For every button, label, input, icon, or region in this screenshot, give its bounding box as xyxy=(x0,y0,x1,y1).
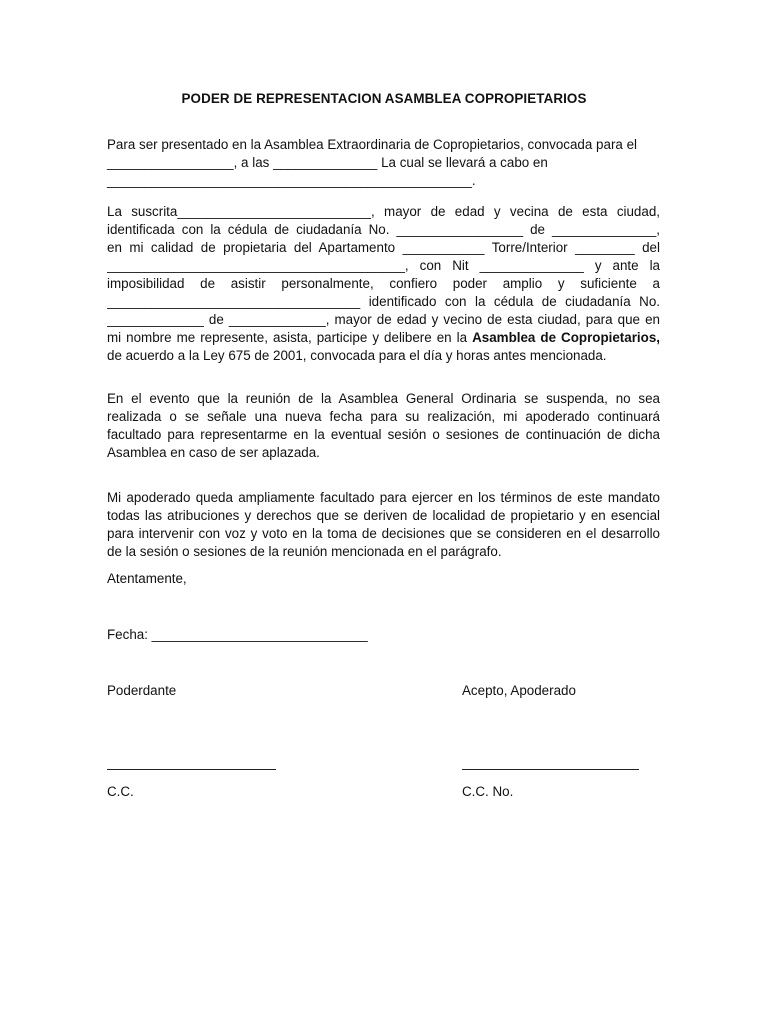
attorney-cc-label: C.C. No. xyxy=(462,784,514,799)
grantor-label: Poderdante xyxy=(107,683,177,698)
p1-line-1: Para ser presentado en la Asamblea Extraordinaria de Copropietarios, convocada para el xyxy=(107,137,637,152)
p2-text: de xyxy=(530,222,545,237)
p3-line-3: facultado para representarme en la eventual sesión o sesiones de continuación de dicha xyxy=(107,427,660,442)
building-blank: ________________________________________, xyxy=(107,258,409,273)
p3-line-4: Asamblea en caso de ser aplazada. xyxy=(107,445,320,460)
apartment-blank: ___________ xyxy=(402,240,485,255)
p2-line-6 xyxy=(107,293,660,311)
id-blank: _________________ xyxy=(396,222,524,237)
p2-text: mi nombre me represente, asista, participe y delibere en la xyxy=(107,330,468,345)
p4-line-2: todas las atribuciones y derechos que se deriven de localidad de propietario y en esencial xyxy=(107,508,660,523)
attorney-id-blank: _____________ xyxy=(107,312,204,327)
p2-text: en mi calidad de propietaria del Apartamento xyxy=(107,240,396,255)
closing-text: Atentamente, xyxy=(107,571,187,586)
tower-blank: ________ xyxy=(575,240,635,255)
p2-line-8 xyxy=(107,329,660,347)
document-title: PODER DE REPRESENTACION ASAMBLEA COPROPIETARIOS xyxy=(181,91,587,106)
p2-line-2 xyxy=(107,221,660,239)
place-blank: _________________________________________________. xyxy=(107,173,476,188)
p2-text: identificado con la cédula de ciudadanía No. xyxy=(368,294,660,309)
p4-line-3: para intervenir con voz y voto en la toma de decisiones que se consideren en el desarrollo xyxy=(107,526,660,541)
p2-line-3 xyxy=(107,239,660,257)
p2-text: de xyxy=(208,312,224,327)
city-blank: ______________, xyxy=(551,222,660,237)
p2-text: con Nit xyxy=(419,258,469,273)
attorney-city-blank: _____________ xyxy=(228,312,326,327)
p3-line-1: En el evento que la reunión de la Asamblea General Ordinaria se suspenda, no sea xyxy=(107,391,660,406)
date-signature-blank: _____________________________ xyxy=(151,627,368,642)
date-blank: _________________ xyxy=(107,155,234,170)
attorney-label: Acepto, Apoderado xyxy=(462,683,576,698)
date-line xyxy=(107,626,368,644)
p2-line-7 xyxy=(107,311,660,329)
p2-line-1 xyxy=(107,203,660,221)
attorney-name-blank: __________________________________ xyxy=(107,294,361,309)
grantor-signature-line xyxy=(107,769,276,770)
p1-text: , a las xyxy=(233,155,270,170)
p3-line-2: realizada o se señale una nueva fecha para su realización, mi apoderado continuará xyxy=(107,409,660,424)
attorney-signature-line xyxy=(462,769,639,770)
p2-line-5: imposibilidad de asistir personalmente, confiero poder amplio y suficiente a xyxy=(107,276,660,291)
p2-text: La suscrita xyxy=(107,204,178,219)
grantor-cc-label: C.C. xyxy=(107,784,134,799)
p2-text: mayor de edad y vecina de esta ciudad, xyxy=(384,204,660,219)
p2-text: y ante la xyxy=(594,258,660,273)
p1-line-2 xyxy=(107,154,660,172)
p2-text: identificada con la cédula de ciudadanía No. xyxy=(107,222,390,237)
name-blank: __________________________, xyxy=(177,204,375,219)
p2-line-4 xyxy=(107,257,660,275)
assembly-bold-text: Asamblea de Copropietarios, xyxy=(472,330,660,345)
p2-text: , mayor de edad y vecino de esta ciudad, para que en xyxy=(325,312,660,327)
nit-blank: ______________ xyxy=(479,258,584,273)
p4-line-4: de la sesión o sesiones de la reunión mencionada en el parágrafo. xyxy=(107,544,502,559)
p2-text: del xyxy=(642,240,660,255)
time-blank: ______________ xyxy=(273,155,378,170)
date-label: Fecha: xyxy=(107,627,148,642)
p2-text: Torre/Interior xyxy=(491,240,568,255)
p2-line-9: de acuerdo a la Ley 675 de 2001, convocada para el día y horas antes mencionada. xyxy=(107,348,607,363)
p4-line-1: Mi apoderado queda ampliamente facultado para ejercer en los términos de este mandato xyxy=(107,490,660,505)
p1-text: La cual se llevará a cabo en xyxy=(381,155,548,170)
